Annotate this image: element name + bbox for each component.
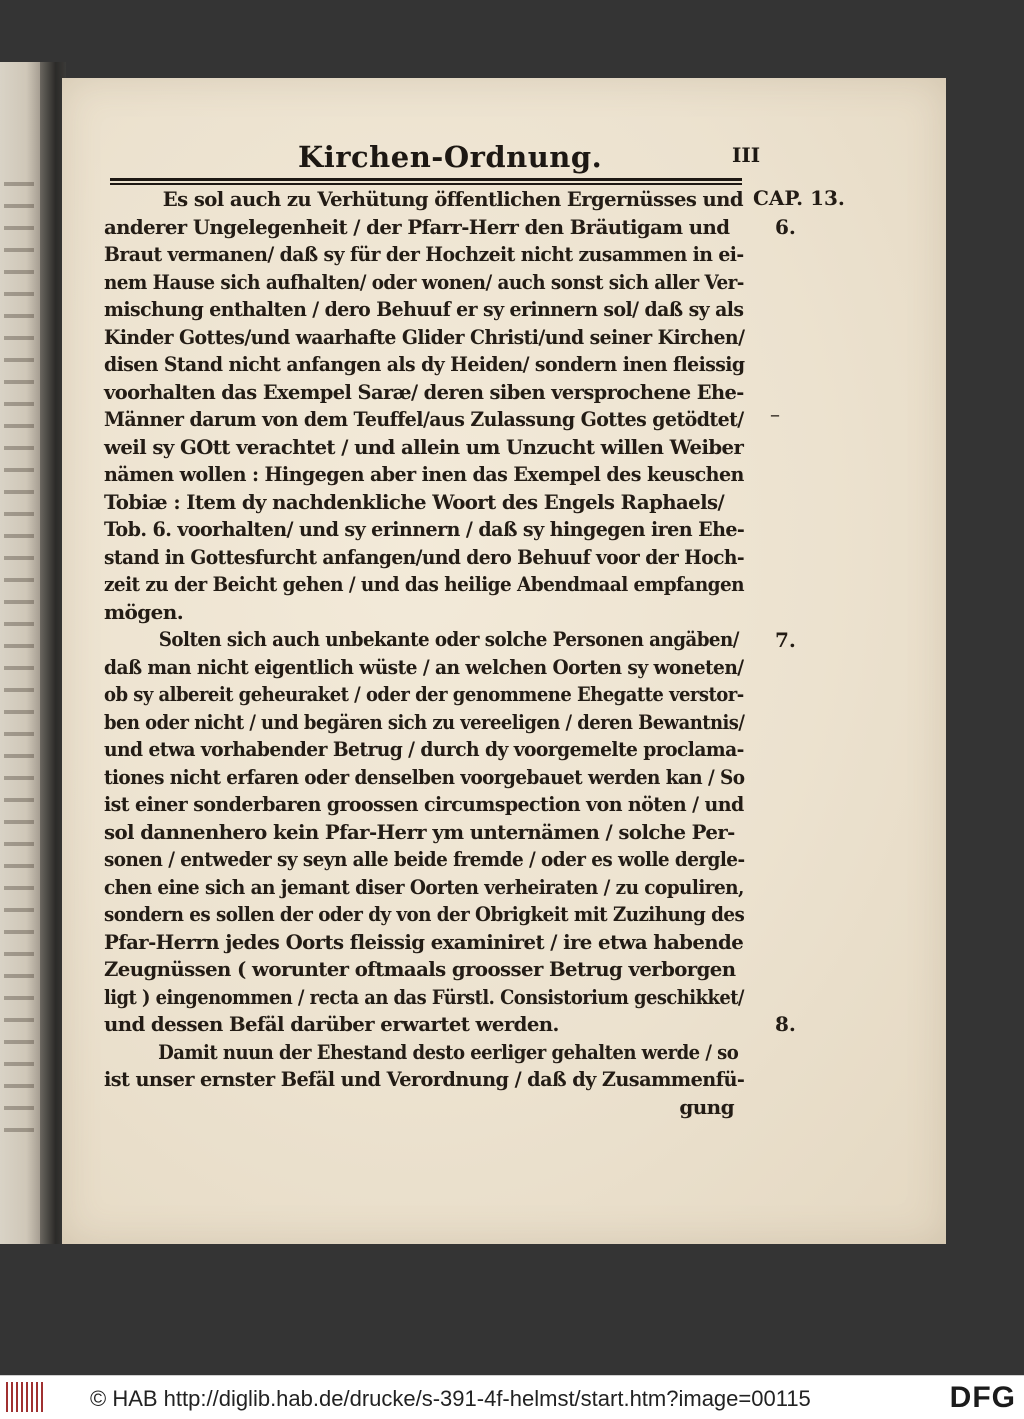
text-line: Es sol auch zu Verhütung öffentlichen Ergernüsses und <box>162 187 743 211</box>
catchword: gung <box>679 1094 734 1119</box>
text-line: Solten sich auch unbekante oder solche Personen angäben/ <box>158 627 739 651</box>
margin-section-8: 8. <box>775 1012 796 1036</box>
text-line: ligt ) eingenommen / recta an das Fürstl. Consistorium geschikket/ <box>104 984 744 1009</box>
text-line: ist einer sonderbaren groossen circumspection von nöten / und <box>104 792 744 816</box>
facing-page-edge <box>0 62 44 1244</box>
text-line: nämen wollen : Hingegen aber inen das Exempel des keuschen <box>104 462 744 486</box>
footer-bar <box>0 1375 1024 1419</box>
page-number: III <box>732 143 761 167</box>
text-line: ob sy albereit geheuraket / oder der genommene Ehegatte verstor- <box>104 682 744 706</box>
text-line: Kinder Gottes/und waarhafte Glider Christi/und seiner Kirchen/ <box>104 324 745 349</box>
text-line: zeit zu der Beicht gehen / und das heilige Abendmaal empfangen <box>104 572 745 596</box>
source-link[interactable]: © HAB http://diglib.hab.de/drucke/s-391-4f-helmst/start.htm?image=00115 <box>90 1386 811 1411</box>
text-line: Zeugnüssen ( worunter oftmaals groosser Betrug verborgen <box>104 957 736 981</box>
text-line: anderer Ungelegenheit / der Pfarr-Herr den Bräutigam und <box>104 214 730 239</box>
text-line: Männer darum von dem Teuffel/aus Zulassung Gottes getödtet/ <box>104 407 744 431</box>
text-line: nem Hause sich aufhalten/ oder wonen/ auch sonst sich aller Ver- <box>104 269 744 294</box>
text-line: daß man nicht eigentlich wüste / an welchen Oorten sy woneten/ <box>104 654 744 679</box>
text-line: voorhalten das Exempel Saræ/ deren siben versprochene Ehe- <box>104 379 744 404</box>
dfg-logo: DFG <box>949 1381 1016 1414</box>
running-head: Kirchen-Ordnung. <box>298 140 603 174</box>
text-line: ben oder nicht / und begären sich zu vereeligen / deren Bewantnis/ <box>104 709 745 734</box>
text-line: disen Stand nicht anfangen als dy Heiden/ sondern inen fleissig <box>104 352 745 376</box>
text-line: mischung enthalten / dero Behuuf er sy erinnern sol/ daß sy als <box>104 297 744 321</box>
hab-barcode-icon <box>6 1382 46 1412</box>
header-rule-thin <box>110 183 742 185</box>
text-line: und dessen Befäl darüber erwartet werden. <box>104 1012 559 1036</box>
margin-section-7: 7. <box>775 628 796 652</box>
text-line: mögen. <box>104 599 184 624</box>
text-line: Damit nuun der Ehestand desto eerliger gehalten werde / so <box>158 1039 739 1064</box>
facing-page-text-fragments <box>4 182 34 1132</box>
text-line: Pfar-Herrn jedes Oorts fleissig examiniret / ire etwa habende <box>104 929 744 954</box>
body-text <box>104 186 754 1121</box>
text-line: tiones nicht erfaren oder denselben voorgebauet werden kan / So <box>104 764 745 789</box>
text-line: Tobiæ : Item dy nachdenkliche Woort des Engels Raphaels/ <box>104 489 725 514</box>
text-line: weil sy GOtt verachtet / und allein um Unzucht willen Weiber <box>104 434 744 459</box>
text-line: chen eine sich an jemant diser Oorten verheiraten / zu copuliren, <box>104 874 744 899</box>
text-line: sol dannenhero kein Pfar-Herr ym unternämen / solche Per- <box>104 819 735 844</box>
header-rule-thick <box>110 178 742 181</box>
text-line: sonen / entweder sy seyn alle beide fremde / oder es wolle dergle- <box>104 847 745 871</box>
text-line: ist unser ernster Befäl und Verordnung / daß dy Zusammenfü- <box>104 1067 745 1091</box>
text-line: Tob. 6. voorhalten/ und sy erinnern / daß sy hingegen iren Ehe- <box>104 517 745 541</box>
text-line: Braut vermanen/ daß sy für der Hochzeit nicht zusammen in ei- <box>104 242 744 266</box>
margin-section-6: 6. <box>775 215 796 239</box>
margin-chapter: CAP. 13. <box>753 186 845 210</box>
text-line: und etwa vorhabender Betrug / durch dy voorgemelte proclama- <box>104 737 744 761</box>
margin-dash: – <box>770 402 780 426</box>
text-line: stand in Gottesfurcht anfangen/und dero Behuuf voor der Hoch- <box>104 544 745 569</box>
text-line: sondern es sollen der oder dy von der Obrigkeit mit Zuzihung des <box>104 902 745 926</box>
